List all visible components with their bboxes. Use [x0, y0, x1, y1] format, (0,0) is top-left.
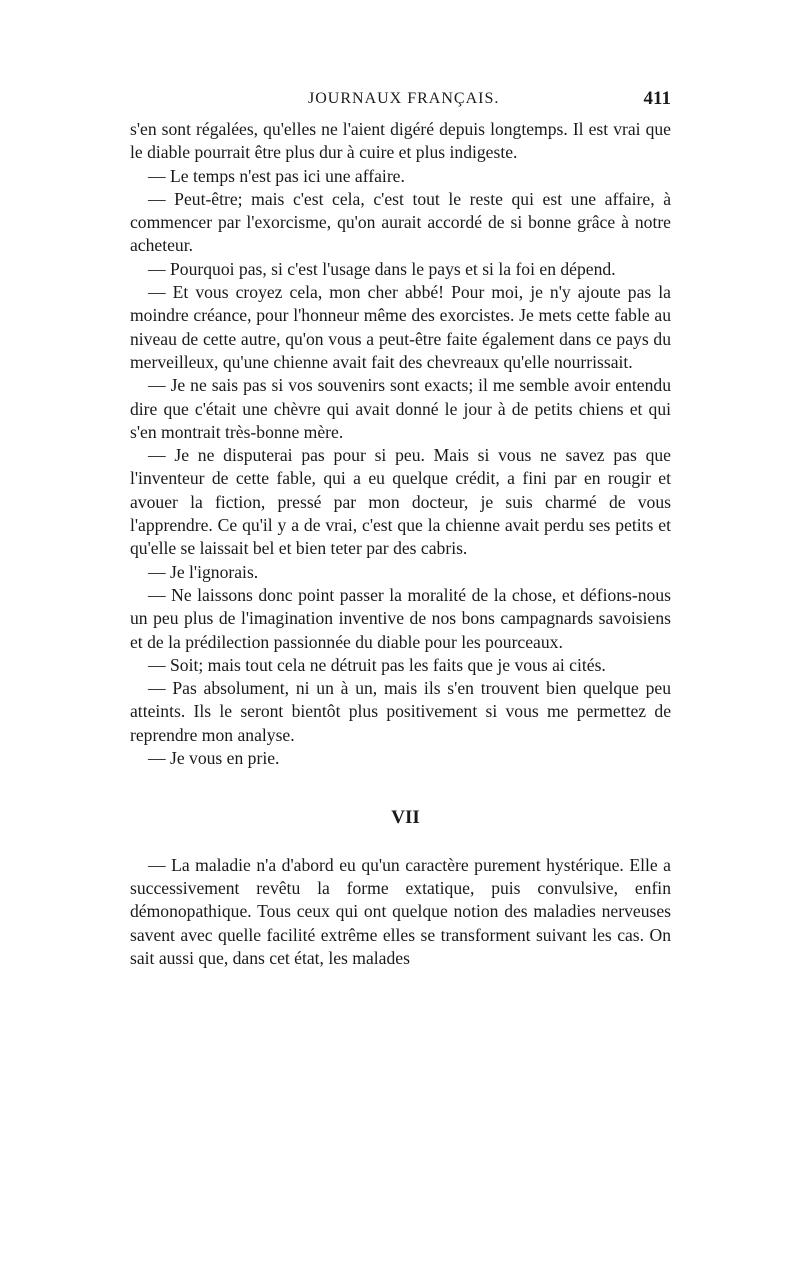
paragraph: — La maladie n'a d'abord eu qu'un caractère purement hystérique. Elle a successivement revêtu la forme extatique, puis convulsive, enfin démonopathique. Tous ceux qui ont quelque notion des maladies nerveuses savent avec quelle facilité extrême elles se transforment suivant les cas. On sait aussi que, dans cet état, les malades: [130, 854, 671, 968]
page-header: [130, 88, 671, 118]
paragraph: — Le temps n'est pas ici une affaire.: [148, 165, 405, 186]
section-text-block: [130, 854, 671, 970]
paragraph: — Je vous en prie.: [148, 748, 280, 769]
paragraph: — Je ne sais pas si vos souvenirs sont exacts; il me semble avoir entendu dire que c'était une chèvre qui avait donné le jour à de petits chiens et qui s'en montrait très-bonne mère.: [130, 375, 671, 442]
paragraph: s'en sont régalées, qu'elles ne l'aient digéré depuis longtemps. Il est vrai que le diable pourrait être plus dur à cuire et plus indigeste.: [130, 119, 671, 163]
paragraph: — Peut-être; mais c'est cela, c'est tout le reste qui est une affaire, à commencer par l'exorcisme, qu'on aurait accordé de si bonne grâce à notre acheteur.: [130, 188, 671, 256]
book-page: [130, 88, 671, 970]
paragraph: — Pas absolument, ni un à un, mais ils s'en trouvent bien quelque peu atteints. Ils le seront bientôt plus positivement si vous me permettez de reprendre mon analyse.: [130, 678, 671, 745]
dialogue-block: [130, 118, 671, 770]
paragraph: — Pourquoi pas, si c'est l'usage dans le pays et si la foi en dépend.: [148, 258, 616, 279]
paragraph: — Je ne disputerai pas pour si peu. Mais si vous ne savez pas que l'inventeur de cette fable, qui a eu quelque crédit, a fini par en rougir et avouer la fiction, pressé par mon docteur, je suis charmé de vous l'apprendre. Ce qu'il y a de vrai, c'est que la chienne avait perdu ses petits et qu'elle se laissait bel et bien teter par des cabris.: [130, 445, 671, 559]
running-head: JOURNAUX FRANÇAIS.: [308, 90, 500, 107]
page-number: 411: [643, 88, 671, 109]
paragraph: — Soit; mais tout cela ne détruit pas les faits que je vous ai cités.: [148, 654, 606, 675]
paragraph: — Ne laissons donc point passer la moralité de la chose, et défions-nous un peu plus de l'imagination inventive de nos bons campagnards savoisiens et de la prédilection passionnée du diable pour les pourceaux.: [130, 584, 671, 652]
paragraph: — Et vous croyez cela, mon cher abbé! Pour moi, je n'y ajoute pas la moindre créance, pour l'honneur même des exorcistes. Je mets cette fable au niveau de cette autre, qu'on vous a peut-être faite également dans ce pays du merveilleux, qu'une chienne avait fait des chevreaux qu'elle nourrissait.: [130, 282, 671, 372]
paragraph: — Je l'ignorais.: [148, 561, 259, 582]
section-heading: VII: [391, 807, 420, 829]
body-text: [130, 118, 671, 970]
